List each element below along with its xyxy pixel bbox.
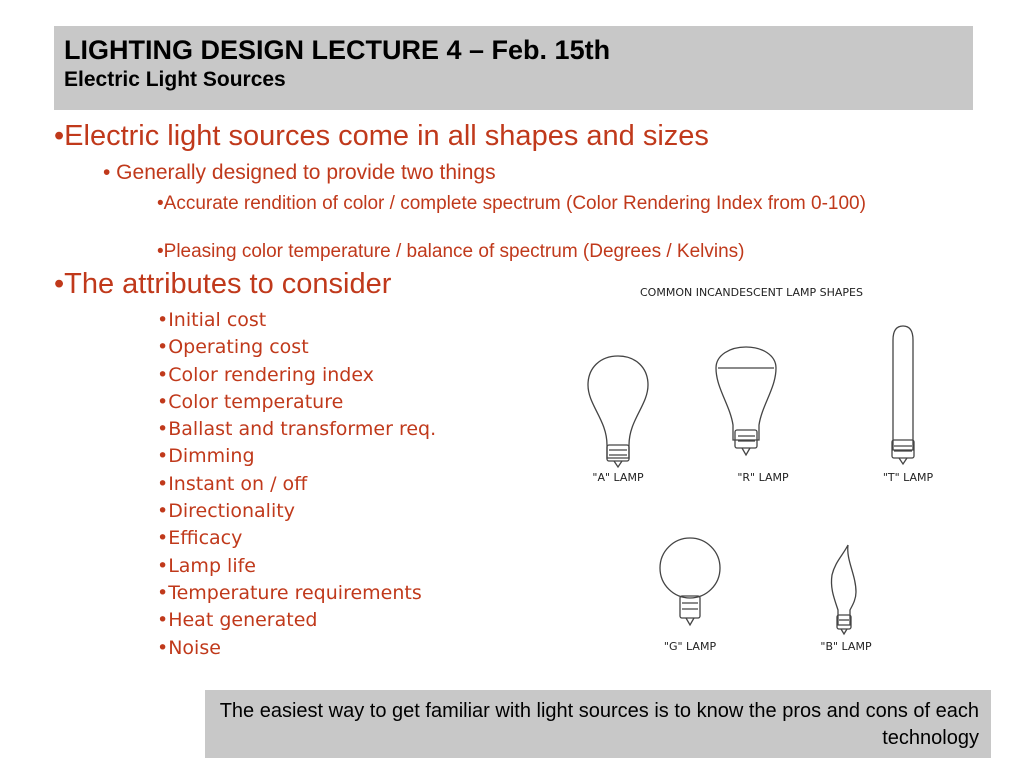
b-lamp-icon <box>831 545 856 634</box>
figure-title: COMMON INCANDESCENT LAMP SHAPES <box>640 286 863 299</box>
attribute-directionality: •Directionality <box>157 500 295 523</box>
t-lamp-label: "T" LAMP <box>882 471 934 484</box>
attribute-noise: •Noise <box>157 636 221 659</box>
attribute-initial-cost: •Initial cost <box>157 309 267 331</box>
t-lamp-icon <box>892 326 914 464</box>
footer-note: The easiest way to get familiar with light sources is to know the pros and cons of each technology <box>205 690 991 758</box>
bullet-attributes: •The attributes to consider <box>54 268 392 300</box>
attribute-ballast: •Ballast and transformer req. <box>157 418 437 441</box>
attribute-operating-cost: •Operating cost <box>157 336 309 359</box>
bullet-shapes-sizes: •Electric light sources come in all shapes and sizes <box>54 120 709 152</box>
a-lamp-icon <box>588 356 648 467</box>
lecture-subtitle: Electric Light Sources <box>64 68 286 91</box>
attribute-heat: •Heat generated <box>157 609 318 632</box>
attribute-cri: •Color rendering index <box>157 363 374 386</box>
a-lamp-label: "A" LAMP <box>592 471 644 484</box>
attribute-instant-on: •Instant on / off <box>157 472 308 495</box>
b-lamp-label: "B" LAMP <box>820 640 872 653</box>
attribute-lamp-life: •Lamp life <box>157 554 256 577</box>
r-lamp-icon <box>716 347 776 455</box>
attribute-efficacy: •Efficacy <box>157 527 243 550</box>
lecture-title: LIGHTING DESIGN LECTURE 4 – Feb. 15th <box>64 35 611 65</box>
bullet-color-rendition: •Accurate rendition of color / complete spectrum (Color Rendering Index from 0-100) <box>157 193 866 214</box>
bullet-two-things: • Generally designed to provide two things <box>103 161 496 184</box>
bullet-color-temperature: •Pleasing color temperature / balance of spectrum (Degrees / Kelvins) <box>157 241 745 262</box>
g-lamp-icon <box>660 538 720 625</box>
attribute-color-temp: •Color temperature <box>157 390 344 413</box>
attribute-dimming: •Dimming <box>157 445 255 468</box>
r-lamp-label: "R" LAMP <box>737 471 789 484</box>
g-lamp-label: "G" LAMP <box>663 640 717 653</box>
attribute-temperature-req: •Temperature requirements <box>157 581 422 604</box>
